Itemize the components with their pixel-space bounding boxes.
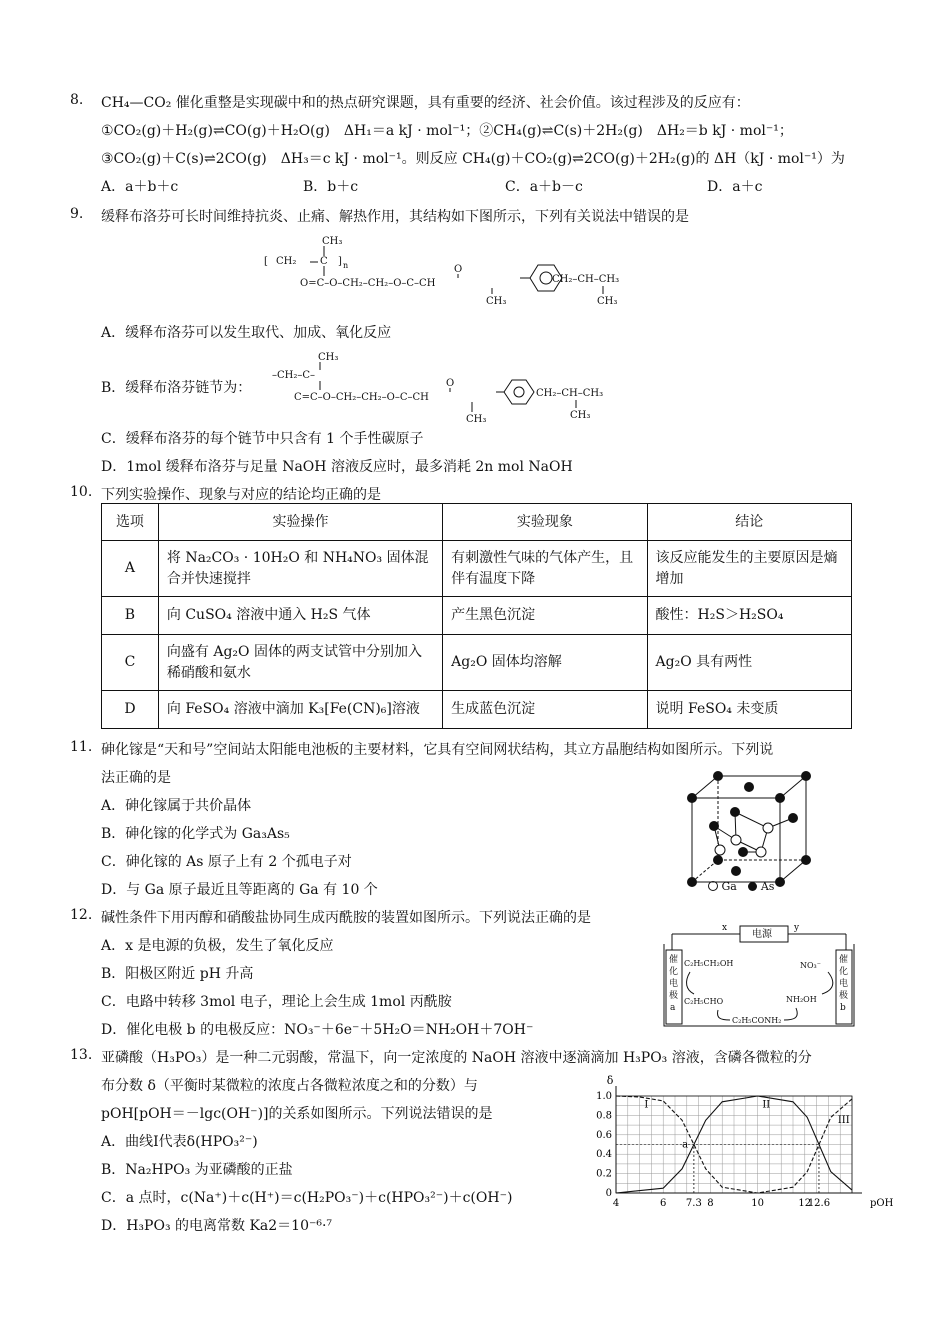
x-tick-label: 12.6 bbox=[807, 1198, 831, 1209]
table-cell: B bbox=[102, 597, 159, 635]
x-tick-label: 4 bbox=[612, 1198, 620, 1209]
q9-option-d[interactable]: D．1mol 缓释布洛芬与足量 NaOH 溶液反应时，最多消耗 2n mol NaOH bbox=[101, 459, 573, 475]
svg-text:电: 电 bbox=[669, 979, 679, 989]
y-tick-label: 0.6 bbox=[596, 1129, 612, 1141]
svg-text:电: 电 bbox=[839, 979, 849, 989]
svg-text:C₂H₅CHO: C₂H₅CHO bbox=[684, 997, 724, 1006]
q12-option-d[interactable]: D．催化电极 b 的电极反应：NO₃⁻＋6e⁻＋5H₂O＝NH₂OH＋7OH⁻ bbox=[101, 1022, 534, 1038]
svg-text:极: 极 bbox=[669, 991, 679, 1001]
table-row bbox=[102, 597, 852, 635]
table-row bbox=[102, 691, 852, 729]
svg-text:C₂H₅CH₂OH: C₂H₅CH₂OH bbox=[684, 959, 734, 968]
series-label: II bbox=[762, 1099, 771, 1111]
q11-option-b[interactable]: B．砷化镓的化学式为 Ga₃As₅ bbox=[101, 826, 290, 842]
table-cell: 该反应能发生的主要原因是熵增加 bbox=[647, 541, 851, 597]
q9-option-c[interactable]: C．缓释布洛芬的每个链节中只含有 1 个手性碳原子 bbox=[101, 431, 424, 447]
q10-stem: 下列实验操作、现象与对应的结论均正确的是 bbox=[101, 487, 381, 503]
svg-text:C=C–O–CH₂–CH₂–O–C–CH: C=C–O–CH₂–CH₂–O–C–CH bbox=[294, 392, 429, 403]
q9-repeat-unit-structure bbox=[270, 350, 630, 428]
q13-stem-line1: 亚磷酸（H₃PO₃）是一种二元弱酸，常温下，向一定浓度的 NaOH 溶液中逐滴滴加 H₃PO₃ 溶液，含磷各微粒的分 bbox=[101, 1050, 812, 1066]
unit-cell-legend bbox=[708, 880, 774, 893]
table-cell: Ag₂O 固体均溶解 bbox=[443, 635, 647, 691]
svg-text:CH₃: CH₃ bbox=[597, 296, 618, 307]
point-a-label: a bbox=[682, 1139, 689, 1151]
x-tick-label: 7.3 bbox=[685, 1198, 702, 1209]
q13-stem-line3: pOH[pOH＝－lgc(OH⁻)]的关系如图所示。下列说法错误的是 bbox=[101, 1106, 493, 1122]
table-cell: 生成蓝色沉淀 bbox=[443, 691, 647, 729]
y-axis-label: δ bbox=[606, 1074, 614, 1087]
svg-text:催: 催 bbox=[669, 955, 679, 965]
table-cell: A bbox=[102, 541, 159, 597]
svg-text:CH₃: CH₃ bbox=[318, 352, 339, 363]
table-cell: D bbox=[102, 691, 159, 729]
table-header-cell: 选项 bbox=[102, 504, 159, 541]
svg-text:电源: 电源 bbox=[752, 929, 772, 940]
y-tick-label: 0.2 bbox=[596, 1168, 612, 1180]
svg-text:O: O bbox=[446, 378, 455, 389]
q11-stem-line2: 法正确的是 bbox=[101, 770, 171, 786]
x-tick-label: 10 bbox=[751, 1198, 764, 1209]
q11-number: 11. bbox=[70, 739, 93, 755]
q12-option-a[interactable]: A．x 是电源的负极，发生了氧化反应 bbox=[101, 938, 334, 954]
y-tick-label: 0 bbox=[605, 1188, 612, 1199]
q11-option-a[interactable]: A．砷化镓属于共价晶体 bbox=[101, 798, 252, 814]
svg-text:a: a bbox=[670, 1003, 676, 1013]
table-cell: 将 Na₂CO₃ · 10H₂O 和 NH₄NO₃ 固体混合并快速搅拌 bbox=[158, 541, 442, 597]
svg-text:CH₃: CH₃ bbox=[570, 410, 591, 421]
table-cell: 向 FeSO₄ 溶液中滴加 K₃[Fe(CN)₆]溶液 bbox=[158, 691, 442, 729]
q9-option-a[interactable]: A．缓释布洛芬可以发生取代、加成、氧化反应 bbox=[101, 325, 392, 341]
table-header-cell: 结论 bbox=[647, 504, 851, 541]
q9-stem: 缓释布洛芬可长时间维持抗炎、止痛、解热作用，其结构如下图所示，下列有关说法中错误的是 bbox=[101, 209, 689, 225]
svg-text:C₂H₅CONH₂: C₂H₅CONH₂ bbox=[732, 1016, 782, 1025]
q8-option-a[interactable]: A．a＋b＋c bbox=[101, 179, 179, 195]
svg-text:x: x bbox=[722, 923, 728, 933]
q13-option-b[interactable]: B．Na₂HPO₃ 为亚磷酸的正盐 bbox=[101, 1162, 293, 1178]
svg-text:b: b bbox=[840, 1003, 846, 1013]
q13-option-d[interactable]: D．H₃PO₃ 的电离常数 Ka2＝10⁻⁶·⁷ bbox=[101, 1218, 333, 1234]
table-cell: 酸性：H₂S＞H₂SO₄ bbox=[647, 597, 851, 635]
q8-number: 8. bbox=[70, 92, 84, 108]
table-cell: 向盛有 Ag₂O 固体的两支试管中分别加入稀硝酸和氨水 bbox=[158, 635, 442, 691]
svg-text:CH₃: CH₃ bbox=[466, 414, 487, 425]
table-header-cell: 实验现象 bbox=[443, 504, 647, 541]
svg-text:C: C bbox=[320, 256, 328, 267]
q13-stem-line2: 布分数 δ（平衡时某微粒的浓度占各微粒浓度之和的分数）与 bbox=[101, 1078, 478, 1094]
svg-text:O=C–O–CH₂–CH₂–O–C–CH: O=C–O–CH₂–CH₂–O–C–CH bbox=[300, 278, 436, 289]
q13-option-c[interactable]: C．a 点时，c(Na⁺)＋c(H⁺)＝c(H₂PO₃⁻)＋c(HPO₃²⁻)＋c(OH⁻) bbox=[101, 1190, 513, 1206]
ga-legend-label: Ga bbox=[721, 880, 737, 893]
table-cell: Ag₂O 具有两性 bbox=[647, 635, 851, 691]
series-label: I bbox=[644, 1099, 649, 1111]
x-tick-label: 8 bbox=[707, 1198, 714, 1209]
q11-stem-line1: 砷化镓是“天和号”空间站太阳能电池板的主要材料，它具有空间网状结构，其立方晶胞结构如图所示。下列说 bbox=[101, 742, 774, 758]
table-row bbox=[102, 541, 852, 597]
svg-text:催: 催 bbox=[839, 955, 849, 965]
table-header-cell: 实验操作 bbox=[158, 504, 442, 541]
as-legend-label: As bbox=[760, 880, 775, 893]
table-cell: 产生黑色沉淀 bbox=[443, 597, 647, 635]
q9-polymer-structure bbox=[262, 232, 662, 312]
svg-text:y: y bbox=[794, 923, 800, 933]
q9-number: 9. bbox=[70, 206, 84, 222]
ga-legend-icon bbox=[708, 881, 718, 891]
q8-option-c[interactable]: C．a＋b－c bbox=[505, 179, 583, 195]
q12-number: 12. bbox=[70, 907, 93, 923]
svg-text:CH₂: CH₂ bbox=[276, 256, 297, 267]
q10-number: 10. bbox=[70, 484, 93, 500]
q13-option-a[interactable]: A．曲线Ⅰ代表δ(HPO₃²⁻) bbox=[101, 1134, 258, 1150]
table-header-row bbox=[102, 504, 852, 541]
svg-text:NO₃⁻: NO₃⁻ bbox=[800, 961, 821, 970]
q8-option-b[interactable]: B．b＋c bbox=[303, 179, 359, 195]
distribution-fraction-chart bbox=[590, 1074, 894, 1213]
table-row bbox=[102, 635, 852, 691]
q11-option-d[interactable]: D．与 Ga 原子最近且等距离的 Ga 有 10 个 bbox=[101, 882, 378, 898]
q8-stem-line3: ③CO₂(g)＋C(s)⇌2CO(g) ΔH₃＝c kJ · mol⁻¹。则反应 CH₄(g)＋CO₂(g)⇌2CO(g)＋2H₂(g)的 ΔH（kJ · mol⁻¹）为 bbox=[101, 151, 845, 167]
y-tick-label: 1.0 bbox=[596, 1091, 612, 1102]
q12-stem: 碱性条件下用丙醇和硝酸盐协同生成丙酰胺的装置如图所示。下列说法正确的是 bbox=[101, 910, 591, 926]
x-tick-label: 12 bbox=[798, 1198, 812, 1209]
svg-text:[: [ bbox=[264, 256, 268, 267]
svg-text:CH₂–CH–CH₃: CH₂–CH–CH₃ bbox=[536, 388, 604, 399]
svg-text:]: ] bbox=[338, 256, 342, 267]
q11-option-c[interactable]: C．砷化镓的 As 原子上有 2 个孤电子对 bbox=[101, 854, 352, 870]
table-cell: 有刺激性气味的气体产生，且伴有温度下降 bbox=[443, 541, 647, 597]
q8-stem-line2: ①CO₂(g)＋H₂(g)⇌CO(g)＋H₂O(g) ΔH₁＝a kJ · mol⁻¹；②CH₄(g)⇌C(s)＋2H₂(g) ΔH₂＝b kJ · mol⁻¹； bbox=[101, 123, 793, 139]
table-cell: 向 CuSO₄ 溶液中通入 H₂S 气体 bbox=[158, 597, 442, 635]
q13-number: 13. bbox=[70, 1047, 93, 1063]
svg-text:CH₃: CH₃ bbox=[486, 296, 507, 307]
q9-option-b[interactable]: B．缓释布洛芬链节为： bbox=[101, 380, 252, 396]
x-tick-label: 6 bbox=[660, 1198, 667, 1209]
q10-experiment-table bbox=[101, 503, 852, 729]
svg-text:CH₃: CH₃ bbox=[322, 236, 343, 247]
chart-labels bbox=[596, 1074, 894, 1209]
as-legend-icon bbox=[748, 882, 757, 891]
y-tick-label: 0.4 bbox=[596, 1149, 612, 1161]
q12-option-c[interactable]: C．电路中转移 3mol 电子，理论上会生成 1mol 丙酰胺 bbox=[101, 994, 452, 1010]
svg-text:极: 极 bbox=[839, 991, 849, 1001]
table-cell: C bbox=[102, 635, 159, 691]
svg-text:–CH₂–C–: –CH₂–C– bbox=[272, 370, 316, 381]
svg-text:CH₂–CH–CH₃: CH₂–CH–CH₃ bbox=[552, 274, 620, 285]
electrolysis-cell-diagram bbox=[660, 922, 860, 1034]
svg-text:化: 化 bbox=[669, 967, 679, 977]
svg-text:化: 化 bbox=[839, 967, 849, 977]
series-label: III bbox=[837, 1115, 850, 1127]
chart-axes bbox=[616, 1086, 862, 1193]
q12-option-b[interactable]: B．阳极区附近 pH 升高 bbox=[101, 966, 254, 982]
svg-text:NH₂OH: NH₂OH bbox=[786, 995, 817, 1004]
x-axis-label: pOH bbox=[870, 1198, 894, 1209]
svg-text:O: O bbox=[454, 264, 463, 275]
q8-option-d[interactable]: D．a＋c bbox=[707, 179, 763, 195]
svg-text:n: n bbox=[343, 261, 349, 270]
table-cell: 说明 FeSO₄ 未变质 bbox=[647, 691, 851, 729]
q8-stem-line1: CH₄—CO₂ 催化重整是实现碳中和的热点研究课题，具有重要的经济、社会价值。该过程涉及的反应有： bbox=[101, 95, 750, 111]
y-tick-label: 0.8 bbox=[596, 1110, 612, 1122]
